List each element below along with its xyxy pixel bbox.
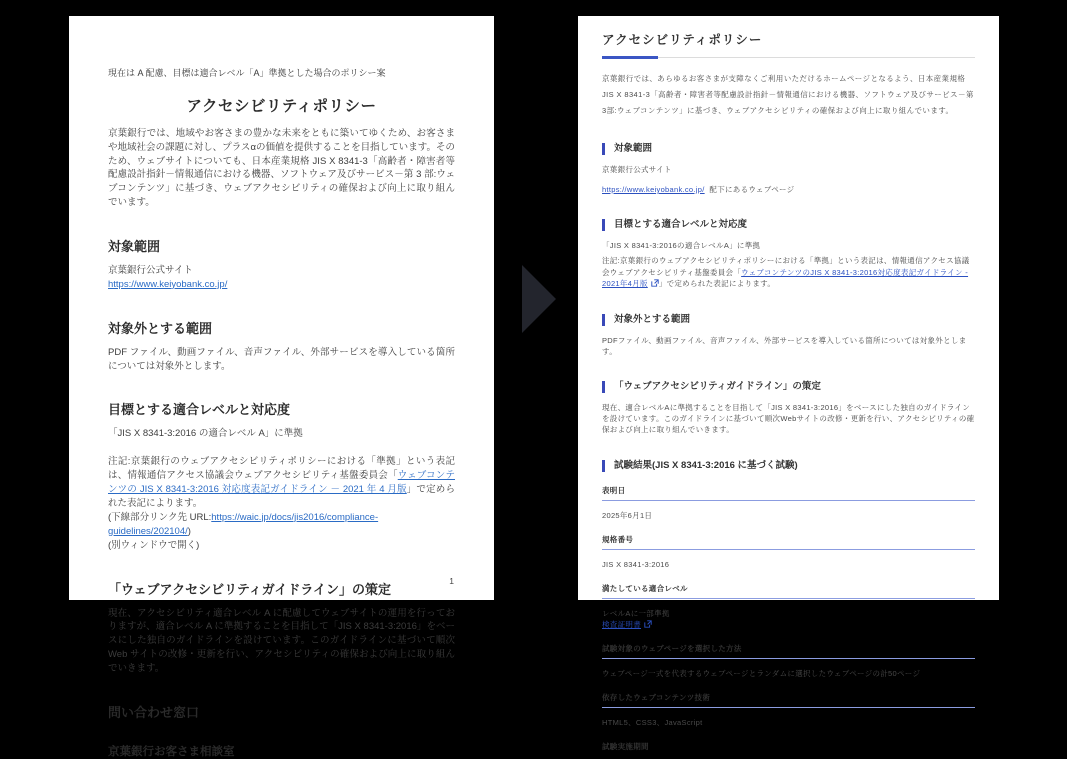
note-prefix: 注記:京葉銀行のウェブアクセシビリティポリシーにおける「準拠」という表記は、情報通信アクセス協議会ウェブアクセシビリティ基盤委員会「 [108, 456, 455, 482]
web-policy-page [578, 16, 999, 751]
field-divider [602, 658, 975, 659]
keiyobank-url-link[interactable]: https://www.keiyobank.co.jp/ [108, 278, 228, 290]
field-label-test-period: 試験実施期間 [602, 741, 649, 751]
scope-site-name: 京葉銀行公式サイト [108, 264, 193, 276]
note-suffix: 」で定められた表記によります。 [108, 483, 455, 509]
web-excluded-scope-heading: 対象外とする範囲 [602, 314, 975, 326]
target-level-heading: 目標とする適合レベルと対応度 [108, 402, 291, 418]
field-value-declaration-date: 2025年6月1日 [602, 510, 653, 520]
document-title: アクセシビリティポリシー [186, 98, 377, 115]
intro-paragraph: 京葉銀行では、地域やお客さまの豊かな未来をともに築いてゆくため、お客さまや地域社会の課題に対し、プラスαの価値を提供することを目指しています。そのため、ウェブサイトについても、日本産業規格 JIS X 8341-3「高齢者・障害者等配慮設計指針－情報通信における機器、ソフトウェア及びサービス－第 3 部:ウェブコンテンツ」に基づき、ウェブアクセシビリティの確保および向上に取り組んでいます。 [108, 128, 455, 208]
web-scope-site-name: 京葉銀行公式サイト [602, 165, 672, 174]
waic-url-link[interactable]: https://waic.jp/docs/jis2016/compliance-guidelines/202104/ [108, 511, 379, 537]
link-url-line: (下線部分リンク先 URL:https://waic.jp/docs/jis2016/compliance-guidelines/202104/) [108, 511, 379, 537]
conformance-note [108, 455, 455, 510]
field-divider [602, 707, 975, 708]
target-level-statement: 「JIS X 8341-3:2016 の適合レベル A」に準拠 [108, 428, 303, 440]
field-label-standard-number: 規格番号 [602, 534, 634, 544]
scope-url-suffix: 配下にあるウェブページ [709, 185, 795, 194]
web-waic-guideline-link[interactable]: ウェブコンテンツのJIS X 8341-3:2016対応度表記ガイドライン - 2021年4月版 [602, 267, 969, 288]
guideline-body: 現在、アクセシビリティ適合レベル A に配慮してウェブサイトの運用を行っておりますが、適合レベル A に準拠することを目指して「JIS X 8341-3:2016」をベースにした独自のガイドラインを設けています。このガイドラインに基づいて順次 Web サイトの改修・更新を行い、アクセシビリティの確保および向上に取り組んでいきます。 [108, 607, 455, 674]
field-label-declaration-date: 表明日 [602, 485, 626, 495]
excluded-scope-heading: 対象外とする範囲 [108, 320, 213, 336]
scope-heading: 対象範囲 [108, 238, 161, 254]
page-number: 1 [449, 576, 454, 586]
web-scope-url-line [602, 184, 975, 195]
field-value-standard-number: JIS X 8341-3:2016 [602, 559, 670, 569]
contact-heading: 問い合わせ窓口 [108, 704, 200, 720]
web-guideline-heading: 「ウェブアクセシビリティガイドライン」の策定 [602, 381, 975, 393]
field-label-web-technologies: 依存したウェブコンテンツ技術 [602, 692, 711, 702]
forward-arrow-icon [522, 265, 556, 333]
web-page-title: アクセシビリティポリシー [602, 30, 975, 58]
field-label-conformance-level: 満たしている適合レベル [602, 583, 688, 593]
external-link-icon [651, 279, 659, 287]
web-intro-paragraph: 京葉銀行では、あらゆるお客さまが支障なくご利用いただけるホームページとなるよう、日本産業規格JIS X 8341-3「高齢者・障害者等配慮設計指針－情報通信における機器、ソフトウェア及びサービス－第3部:ウェブコンテンツ」に基づき、ウェブアクセシビリティの確保および向上に取り組んでいます。 [602, 74, 974, 115]
web-guideline-body: 現在、適合レベルAに準拠することを目指して「JIS X 8341-3:2016」をベースにした独自のガイドラインを設けています。このガイドラインに基づいて順次Webサイトの改修・更新を行い、アクセシビリティの確保および向上に取り組んでいきます。 [602, 402, 975, 434]
web-conformance-note: 注記:京葉銀行のウェブアクセシビリティポリシーにおける「準拠」という表記は、情報通信アクセス協議会ウェブアクセシビリティ基盤委員会「ウェブコンテンツのJIS X 8341-3:2016対応度表記ガイドライン - 2021年4月版 」で定められた表記によります。 [602, 256, 970, 288]
field-divider [602, 549, 975, 550]
draft-policy-page [69, 16, 494, 758]
web-keiyobank-url-link[interactable]: https://www.keiyobank.co.jp/ [602, 185, 705, 194]
web-excluded-scope-body: PDFファイル、動画ファイル、音声ファイル、外部サービスを導入している箇所については対象外とします。 [602, 335, 967, 356]
web-target-level-statement: 「JIS X 8341-3:2016の適合レベルA」に準拠 [602, 241, 761, 250]
external-link-icon [644, 620, 652, 628]
field-label-page-selection-method: 試験対象のウェブページを選択した方法 [602, 643, 742, 653]
waic-guideline-link[interactable]: ウェブコンテンツの JIS X 8341-3:2016 対応度表記ガイドライン － 2021 年 4 月版 [108, 470, 455, 495]
draft-annotation: 現在は A 配慮、目標は適合レベル「A」準拠とした場合のポリシー案 [108, 68, 386, 78]
field-divider [602, 500, 975, 501]
contact-office-name: 京葉銀行お客さま相談室 [108, 745, 235, 758]
guideline-heading: 「ウェブアクセシビリティガイドライン」の策定 [108, 581, 392, 597]
test-results-heading: 試験結果(JIS X 8341-3:2016 に基づく試験) [602, 460, 975, 472]
excluded-scope-body: PDF ファイル、動画ファイル、音声ファイル、外部サービスを導入している箇所については対象外とします。 [108, 346, 455, 372]
web-scope-heading: 対象範囲 [602, 143, 975, 155]
field-value-conformance-level: レベルAに一部準拠 [602, 608, 670, 618]
field-value-web-technologies: HTML5、CSS3、JavaScript [602, 717, 703, 727]
new-window-note: (別ウィンドウで開く) [108, 539, 200, 551]
web-target-level-heading: 目標とする適合レベルと対応度 [602, 219, 975, 231]
field-value-page-selection-method: ウェブページ一式を代表するウェブページとランダムに選択したウェブページの計50ページ [602, 668, 921, 678]
field-divider [602, 598, 975, 599]
certificate-link-line [602, 619, 975, 630]
inspection-certificate-link[interactable]: 検査証明書 [602, 619, 641, 629]
